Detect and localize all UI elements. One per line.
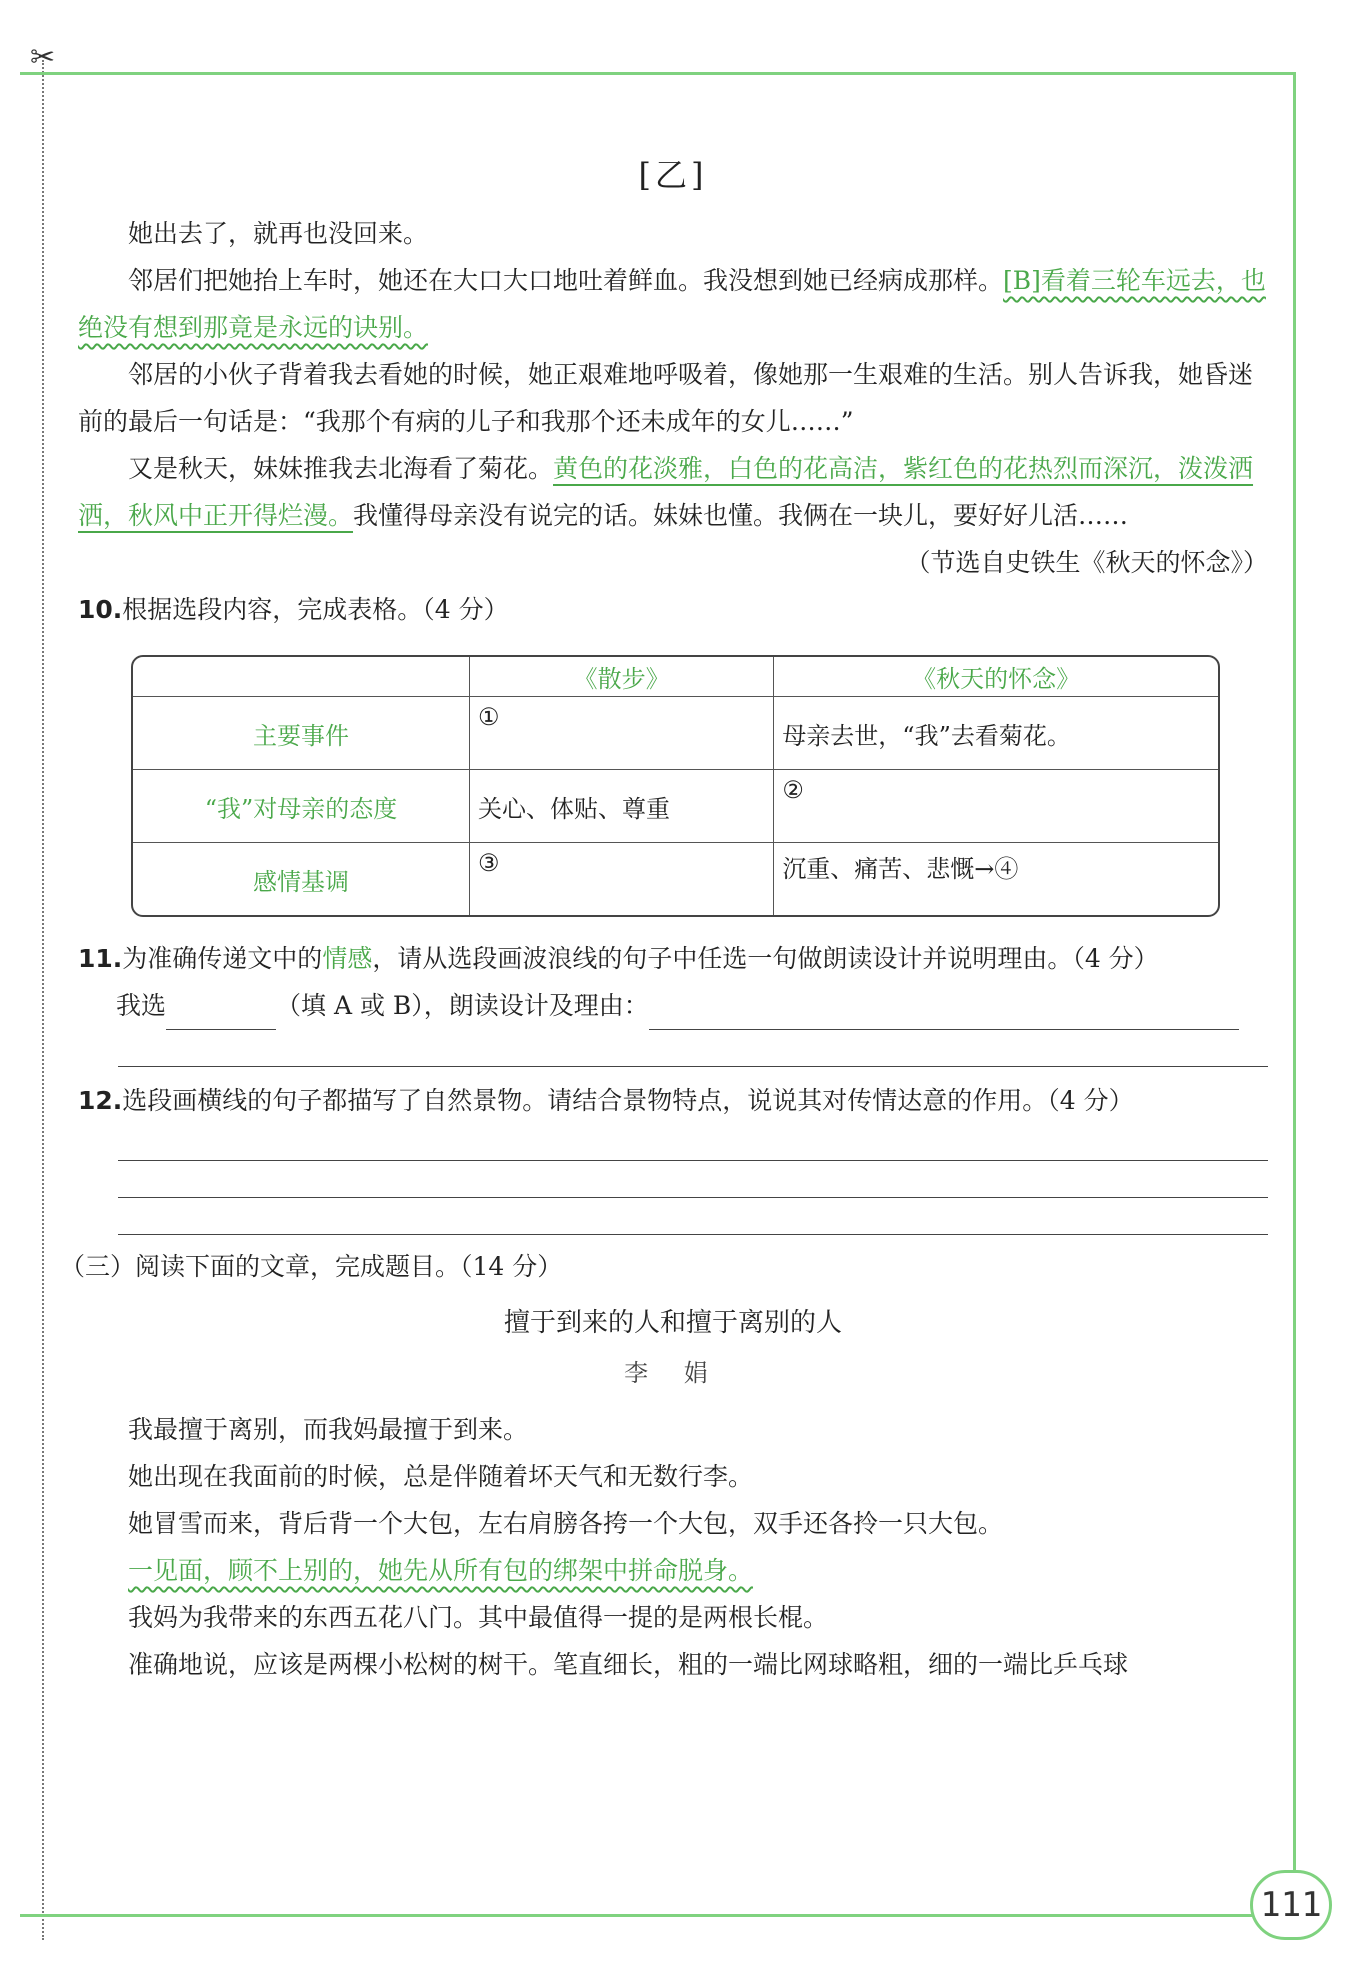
table-cell: 《秋天的怀念》	[774, 657, 1218, 697]
answer-line[interactable]	[118, 1161, 1268, 1198]
comparison-table	[131, 655, 1220, 917]
paragraph-2	[78, 257, 1268, 351]
table-cell: 母亲去世，“我”去看菊花。	[774, 697, 1218, 770]
question-11-text-a: 为准确传递文中的	[122, 944, 323, 973]
table-row	[133, 843, 1218, 916]
table-cell: 沉重、痛苦、悲慨→④	[774, 843, 1218, 916]
scissors-icon: ✂	[30, 40, 56, 75]
article-paragraph: 她出现在我面前的时候，总是伴随着坏天气和无数行李。	[128, 1462, 754, 1491]
answer-line[interactable]	[118, 1198, 1268, 1235]
paragraph-4	[78, 445, 1268, 539]
page-content	[60, 150, 1268, 1688]
table-cell: 感情基调	[133, 843, 470, 916]
table-cell	[133, 657, 470, 697]
wavy-sentence: 一见面，顾不上别的，她先从所有包的绑架中拼命脱身。	[128, 1556, 754, 1585]
wavy-sentence-b: [B]看着三轮车远去，也绝没有想到那竟是永远的诀别。	[78, 266, 1266, 342]
article-title: 擅于到来的人和擅于离别的人	[503, 1308, 842, 1338]
paragraph-4-text-c: 我懂得母亲没有说完的话。妹妹也懂。我俩在一块儿，要好好儿活……	[353, 501, 1129, 530]
table-cell: ③	[470, 843, 774, 916]
question-11-text-b: ，请从选段画波浪线的句子中任选一句做朗读设计并说明理由。（4 分）	[372, 944, 1159, 973]
question-11-number: 11.	[78, 944, 123, 973]
section-heading: [乙]	[638, 156, 708, 194]
table-row	[133, 770, 1218, 843]
question-11-keyword: 情感	[322, 944, 373, 973]
table-cell: ②	[774, 770, 1218, 843]
question-10	[78, 586, 1268, 633]
table-cell: 《散步》	[470, 657, 774, 697]
article-paragraph: 准确地说，应该是两棵小松树的树干。笔直细长，粗的一端比网球略粗，细的一端比乒乓球	[128, 1650, 1129, 1679]
article-paragraph: 我妈为我带来的东西五花八门。其中最值得一提的是两根长棍。	[128, 1603, 829, 1632]
choice-blank[interactable]	[166, 982, 276, 1030]
question-12-number: 12.	[78, 1086, 123, 1115]
article-paragraph-wavy	[78, 1547, 1268, 1594]
paragraph-2-text: 邻居们把她抬上车时，她还在大口大口地吐着鲜血。我没想到她已经病成那样。	[128, 266, 1004, 295]
answer-line[interactable]	[118, 1030, 1268, 1067]
answer-line[interactable]	[118, 1124, 1268, 1161]
table-cell: 关心、体贴、尊重	[470, 770, 774, 843]
question-11-answer-line	[78, 982, 1268, 1030]
paragraph-4-text-a: 又是秋天，妹妹推我去北海看了菊花。	[128, 454, 554, 483]
table-header-row	[133, 657, 1218, 697]
table-row	[133, 697, 1218, 770]
choice-label: 我选	[116, 991, 167, 1020]
question-10-text: 根据选段内容，完成表格。（4 分）	[122, 595, 509, 624]
paragraph-3: 邻居的小伙子背着我去看她的时候，她正艰难地呼吸着，像她那一生艰难的生活。别人告诉我，她昏迷前的最后一句话是：“我那个有病的儿子和我那个还未成年的女儿……”	[78, 360, 1254, 436]
reason-blank[interactable]	[649, 982, 1239, 1030]
question-12-text: 选段画横线的句子都描写了自然景物。请结合景物特点，说说其对传情达意的作用。（4 分）	[122, 1086, 1134, 1115]
question-11	[78, 935, 1268, 982]
table-cell: 主要事件	[133, 697, 470, 770]
paragraph-1: 她出去了，就再也没回来。	[128, 219, 429, 248]
part-three-heading: （三）阅读下面的文章，完成题目。（14 分）	[60, 1252, 563, 1281]
question-10-number: 10.	[78, 595, 123, 624]
table-cell: ①	[470, 697, 774, 770]
article-paragraph: 我最擅于离别，而我妈最擅于到来。	[128, 1415, 529, 1444]
source-note: （节选自史铁生《秋天的怀念》）	[905, 548, 1268, 577]
underlined-sentence: 黄色的花淡雅，白色的花高洁，紫红色的花热烈而深沉，泼泼洒洒，秋风中正开得烂漫。	[78, 454, 1254, 530]
reason-label: （填 A 或 B），朗读设计及理由：	[276, 991, 649, 1020]
page-number: 111	[1250, 1870, 1332, 1940]
question-12	[78, 1077, 1268, 1124]
table-cell: “我”对母亲的态度	[133, 770, 470, 843]
article-author: 李 娟	[624, 1359, 722, 1387]
article-paragraph: 她冒雪而来，背后背一个大包，左右肩膀各挎一个大包，双手还各拎一只大包。	[128, 1509, 1004, 1538]
